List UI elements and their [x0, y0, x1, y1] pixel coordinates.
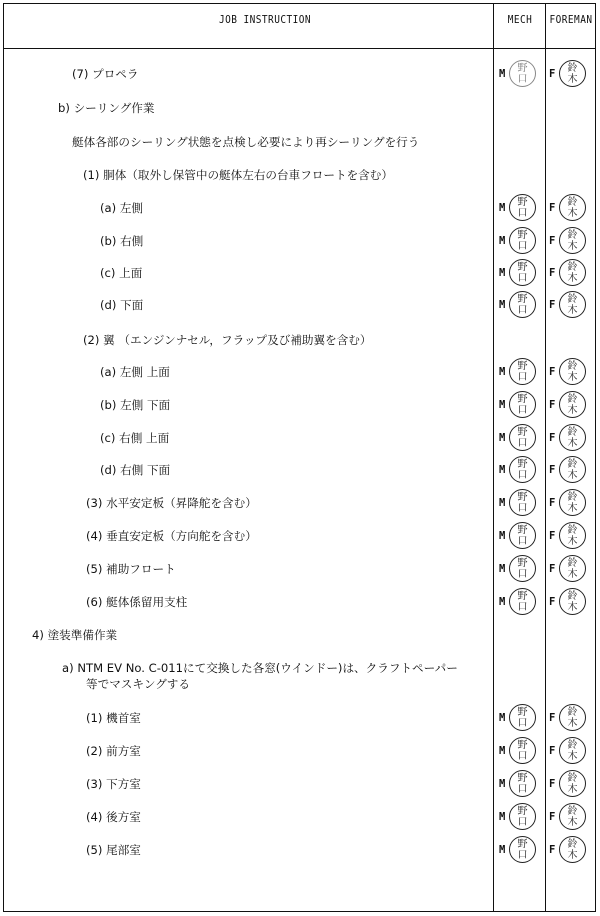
foreman-stamp: 鈴 木 — [559, 358, 586, 385]
mech-stamp: 野 口 — [509, 291, 536, 318]
foreman-initial: F — [549, 235, 556, 247]
mech-stamp: 野 口 — [509, 836, 536, 863]
mech-initial: M — [499, 432, 506, 444]
mech-initial: M — [499, 596, 506, 608]
foreman-initial: F — [549, 745, 556, 757]
mech-stamp: 野 口 — [509, 522, 536, 549]
foreman-stamp: 鈴 木 — [559, 704, 586, 731]
mech-initial: M — [499, 399, 506, 411]
foreman-initial: F — [549, 366, 556, 378]
line-tail-room: (5) 尾部室 — [86, 843, 141, 857]
line-lower-room: (3) 下方室 — [86, 777, 141, 791]
header-mech: MECH — [507, 14, 533, 26]
foreman-stamp: 鈴 木 — [559, 291, 586, 318]
mech-initial: M — [499, 68, 506, 80]
mech-initial: M — [499, 497, 506, 509]
foreman-initial: F — [549, 399, 556, 411]
mech-initial: M — [499, 745, 506, 757]
foreman-stamp: 鈴 木 — [559, 456, 586, 483]
mech-initial: M — [499, 202, 506, 214]
mech-stamp: 野 口 — [509, 803, 536, 830]
mech-stamp: 野 口 — [509, 194, 536, 221]
line-wing-right-bottom: (d) 右側 下面 — [100, 463, 171, 477]
mech-stamp: 野 口 — [509, 555, 536, 582]
line-vertical-stabilizer: (4) 垂直安定板（方向舵を含む） — [86, 529, 257, 543]
header-divider — [3, 48, 596, 49]
mech-initial: M — [499, 464, 506, 476]
mech-initial: M — [499, 235, 506, 247]
foreman-stamp: 鈴 木 — [559, 424, 586, 451]
line-aux-float: (5) 補助フロート — [86, 562, 176, 576]
foreman-stamp: 鈴 木 — [559, 227, 586, 254]
foreman-initial: F — [549, 497, 556, 509]
foreman-stamp: 鈴 木 — [559, 391, 586, 418]
line-horizontal-stabilizer: (3) 水平安定板（昇降舵を含む） — [86, 496, 257, 510]
line-wing-left-bottom: (b) 左側 下面 — [100, 398, 171, 412]
line-rear-room: (4) 後方室 — [86, 810, 141, 824]
foreman-stamp: 鈴 木 — [559, 60, 586, 87]
line-front-room: (2) 前方室 — [86, 744, 141, 758]
foreman-initial: F — [549, 267, 556, 279]
foreman-initial: F — [549, 712, 556, 724]
mech-stamp: 野 口 — [509, 227, 536, 254]
foreman-stamp: 鈴 木 — [559, 555, 586, 582]
foreman-stamp: 鈴 木 — [559, 737, 586, 764]
mech-column-divider — [493, 3, 494, 912]
line-masking-2: 等でマスキングする — [86, 677, 190, 691]
foreman-initial: F — [549, 844, 556, 856]
line-sealing-desc: 艇体各部のシーリング状態を点検し必要により再シーリングを行う — [72, 135, 420, 149]
foreman-stamp: 鈴 木 — [559, 194, 586, 221]
foreman-initial: F — [549, 432, 556, 444]
line-wing: (2) 翼 （エンジンナセル，フラップ及び補助翼を含む） — [83, 333, 372, 347]
foreman-initial: F — [549, 202, 556, 214]
foreman-initial: F — [549, 596, 556, 608]
header-foreman: FOREMAN — [549, 14, 593, 26]
mech-stamp: 野 口 — [509, 704, 536, 731]
line-nose-room: (1) 機首室 — [86, 711, 141, 725]
foreman-initial: F — [549, 299, 556, 311]
line-masking-1: a) NTM EV No. C-011にて交換した各窓(ウインドー)は、クラフトペーパー — [62, 661, 458, 675]
foreman-stamp: 鈴 木 — [559, 770, 586, 797]
mech-stamp: 野 口 — [509, 391, 536, 418]
line-paint-prep: 4) 塗装準備作業 — [32, 628, 118, 642]
mech-initial: M — [499, 844, 506, 856]
foreman-stamp: 鈴 木 — [559, 836, 586, 863]
line-fuselage-left: (a) 左側 — [100, 201, 144, 215]
foreman-initial: F — [549, 563, 556, 575]
foreman-stamp: 鈴 木 — [559, 259, 586, 286]
mech-initial: M — [499, 299, 506, 311]
mech-initial: M — [499, 267, 506, 279]
foreman-column-divider — [545, 3, 546, 912]
mech-stamp: 野 口 — [509, 737, 536, 764]
mech-stamp: 野 口 — [509, 588, 536, 615]
mech-initial: M — [499, 530, 506, 542]
line-fuselage-right: (b) 右側 — [100, 234, 144, 248]
line-fuselage: (1) 胴体（取外し保管中の艇体左右の台車フロートを含む） — [83, 168, 393, 182]
foreman-initial: F — [549, 530, 556, 542]
line-propeller: (7) プロペラ — [72, 67, 139, 81]
foreman-stamp: 鈴 木 — [559, 522, 586, 549]
mech-initial: M — [499, 366, 506, 378]
foreman-stamp: 鈴 木 — [559, 489, 586, 516]
mech-stamp: 野 口 — [509, 489, 536, 516]
header-job-instruction: JOB INSTRUCTION — [218, 14, 312, 26]
mech-stamp: 野 口 — [509, 424, 536, 451]
mech-initial: M — [499, 712, 506, 724]
mech-stamp: 野 口 — [509, 456, 536, 483]
foreman-initial: F — [549, 464, 556, 476]
mech-stamp: 野 口 — [509, 60, 536, 87]
line-wing-left-top: (a) 左側 上面 — [100, 365, 170, 379]
foreman-initial: F — [549, 811, 556, 823]
line-fuselage-bottom: (d) 下面 — [100, 298, 144, 312]
line-wing-right-top: (c) 右側 上面 — [100, 431, 170, 445]
line-sealing-heading: b) シーリング作業 — [58, 101, 155, 115]
foreman-initial: F — [549, 68, 556, 80]
foreman-initial: F — [549, 778, 556, 790]
foreman-stamp: 鈴 木 — [559, 588, 586, 615]
mech-initial: M — [499, 563, 506, 575]
mech-stamp: 野 口 — [509, 770, 536, 797]
mech-initial: M — [499, 811, 506, 823]
line-fuselage-top: (c) 上面 — [100, 266, 143, 280]
mech-stamp: 野 口 — [509, 358, 536, 385]
mech-initial: M — [499, 778, 506, 790]
foreman-stamp: 鈴 木 — [559, 803, 586, 830]
line-mooring-strut: (6) 艇体係留用支柱 — [86, 595, 188, 609]
mech-stamp: 野 口 — [509, 259, 536, 286]
